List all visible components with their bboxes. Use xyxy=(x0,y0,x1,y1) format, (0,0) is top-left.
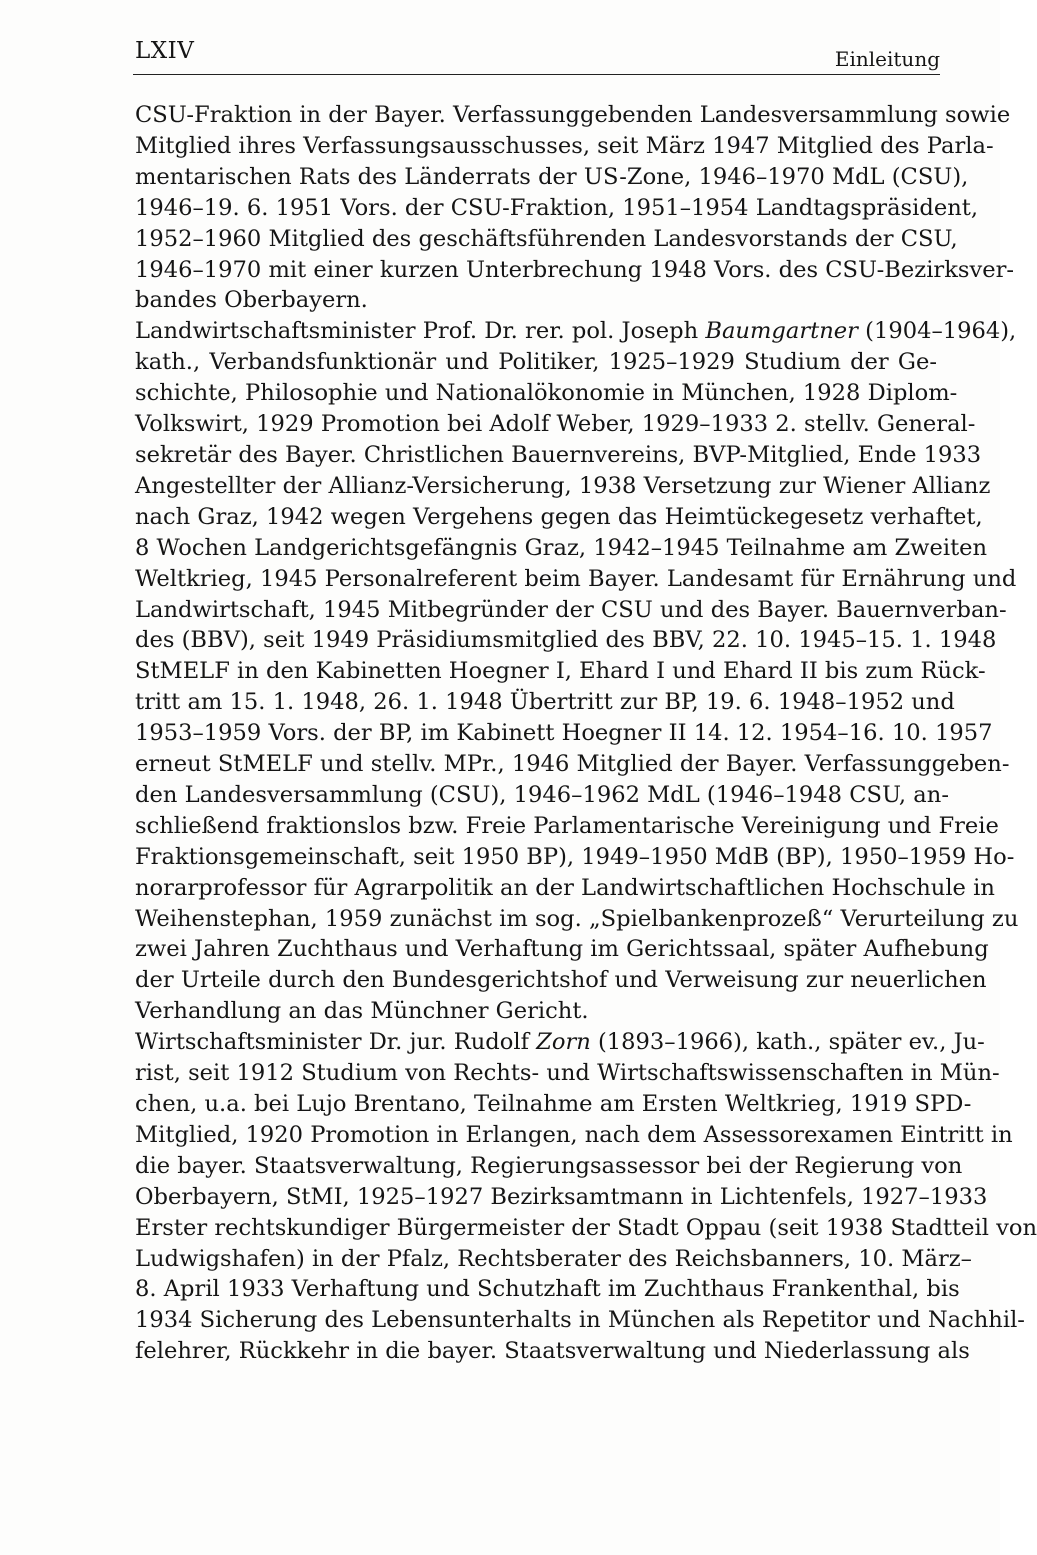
text-line: der Urteile durch den Bundesgerichtshof und Verweisung zur neuerlichen xyxy=(135,967,987,994)
page-number: LXIV xyxy=(135,38,195,64)
text-line: des (BBV), seit 1949 Präsidiumsmitglied des BBV, 22. 10. 1945–15. 1. 1948 xyxy=(135,627,997,654)
text-segment: Wirtschaftsminister Dr. jur. Rudolf xyxy=(135,1029,537,1056)
text-segment: (1893–1966), kath., später ev., Ju- xyxy=(590,1029,985,1056)
text-line: Ludwigshafen) in der Pfalz, Rechtsberater des Reichsbanners, 10. März– xyxy=(135,1245,972,1272)
text-line: sekretär des Bayer. Christlichen Bauernvereins, BVP-Mitglied, Ende 1933 xyxy=(135,441,982,468)
text-line: Fraktionsgemeinschaft, seit 1950 BP), 1949–1950 MdB (BP), 1950–1959 Ho- xyxy=(135,843,1015,870)
text-line: tritt am 15. 1. 1948, 26. 1. 1948 Übertritt zur BP, 19. 6. 1948–1952 und xyxy=(135,689,955,716)
paragraph-zorn xyxy=(135,1027,1037,1367)
text-line: Verhandlung an das Münchner Gericht. xyxy=(135,998,589,1025)
text-line: Mitglied ihres Verfassungsausschusses, seit März 1947 Mitglied des Parla- xyxy=(135,132,994,159)
body-text xyxy=(135,100,1037,1367)
text-line: nach Graz, 1942 wegen Vergehens gegen das Heimtückegesetz verhaftet, xyxy=(135,503,983,530)
text-line xyxy=(135,316,1017,347)
text-line: schichte, Philosophie und Nationalökonomie in München, 1928 Diplom- xyxy=(135,380,958,407)
text-line: mentarischen Rats des Länderrats der US-Zone, 1946–1970 MdL (CSU), xyxy=(135,163,969,190)
text-line: 1952–1960 Mitglied des geschäftsführenden Landesvorstands der CSU, xyxy=(135,225,958,252)
text-segment: Landwirtschaftsminister Prof. Dr. rer. pol. Joseph xyxy=(135,318,706,345)
text-line: kath., Verbandsfunktionär und Politiker, 1925–1929 Studium der Ge- xyxy=(135,349,937,376)
text-line: zwei Jahren Zuchthaus und Verhaftung im Gerichtssaal, später Aufhebung xyxy=(135,936,989,963)
text-line: 1946–1970 mit einer kurzen Unterbrechung 1948 Vors. des CSU-Bezirksver- xyxy=(135,256,1015,283)
person-name: Zorn xyxy=(536,1029,591,1056)
text-line: chen, u.a. bei Lujo Brentano, Teilnahme am Ersten Weltkrieg, 1919 SPD- xyxy=(135,1091,972,1117)
text-line: StMELF in den Kabinetten Hoegner I, Ehard I und Ehard II bis zum Rück- xyxy=(135,658,986,685)
text-line: die bayer. Staatsverwaltung, Regierungsassessor bei der Regierung von xyxy=(135,1152,963,1179)
text-line xyxy=(135,1027,985,1058)
paragraph-baumgartner xyxy=(135,316,1019,1027)
text-line: erneut StMELF und stellv. MPr., 1946 Mitglied der Bayer. Verfassunggeben- xyxy=(135,751,1010,778)
text-line: Volkswirt, 1929 Promotion bei Adolf Weber, 1929–1933 2. stellv. General- xyxy=(135,411,976,438)
text-line: Weltkrieg, 1945 Personalreferent beim Bayer. Landesamt für Ernährung und xyxy=(135,565,1017,592)
text-line: Erster rechtskundiger Bürgermeister der Stadt Oppau (seit 1938 Stadtteil von xyxy=(135,1214,1037,1241)
text-line: schließend fraktionslos bzw. Freie Parlamentarische Vereinigung und Freie xyxy=(135,812,999,839)
running-head: Einleitung xyxy=(834,47,940,71)
person-name: Baumgartner xyxy=(705,318,858,345)
text-line: Mitglied, 1920 Promotion in Erlangen, nach dem Assessorexamen Eintritt in xyxy=(135,1121,1013,1148)
text-line: bandes Oberbayern. xyxy=(135,287,368,314)
text-line: Weihenstephan, 1959 zunächst im sog. „Spielbankenprozeß“ Verurteilung zu xyxy=(135,905,1019,932)
paragraph-ehard-continuation xyxy=(135,100,1015,316)
text-line: Landwirtschaft, 1945 Mitbegründer der CSU und des Bayer. Bauernverban- xyxy=(135,596,1007,623)
text-line: felehrer, Rückkehr in die bayer. Staatsverwaltung und Niederlassung als xyxy=(135,1338,970,1365)
text-line: CSU-Fraktion in der Bayer. Verfassunggebenden Landesversammlung sowie xyxy=(135,102,1011,128)
text-line: 1953–1959 Vors. der BP, im Kabinett Hoegner II 14. 12. 1954–16. 10. 1957 xyxy=(135,720,993,747)
page-header xyxy=(133,34,940,75)
text-line: 1946–19. 6. 1951 Vors. der CSU-Fraktion, 1951–1954 Landtagspräsident, xyxy=(135,194,979,221)
text-line: 1934 Sicherung des Lebensunterhalts in München als Repetitor und Nachhil- xyxy=(135,1307,1025,1334)
text-line: 8 Wochen Landgerichtsgefängnis Graz, 1942–1945 Teilnahme am Zweiten xyxy=(135,534,988,561)
text-segment: (1904–1964), xyxy=(857,318,1017,345)
text-line: den Landesversammlung (CSU), 1946–1962 MdL (1946–1948 CSU, an- xyxy=(135,781,949,808)
text-line: 8. April 1933 Verhaftung und Schutzhaft im Zuchthaus Frankenthal, bis xyxy=(135,1276,960,1303)
text-line: Oberbayern, StMI, 1925–1927 Bezirksamtmann in Lichtenfels, 1927–1933 xyxy=(135,1183,988,1210)
text-line: rist, seit 1912 Studium von Rechts- und Wirtschaftswissenschaften in Mün- xyxy=(135,1060,1000,1087)
text-line: norarprofessor für Agrarpolitik an der Landwirtschaftlichen Hochschule in xyxy=(135,874,995,901)
text-line: Angestellter der Allianz-Versicherung, 1938 Versetzung zur Wiener Allianz xyxy=(135,472,991,499)
